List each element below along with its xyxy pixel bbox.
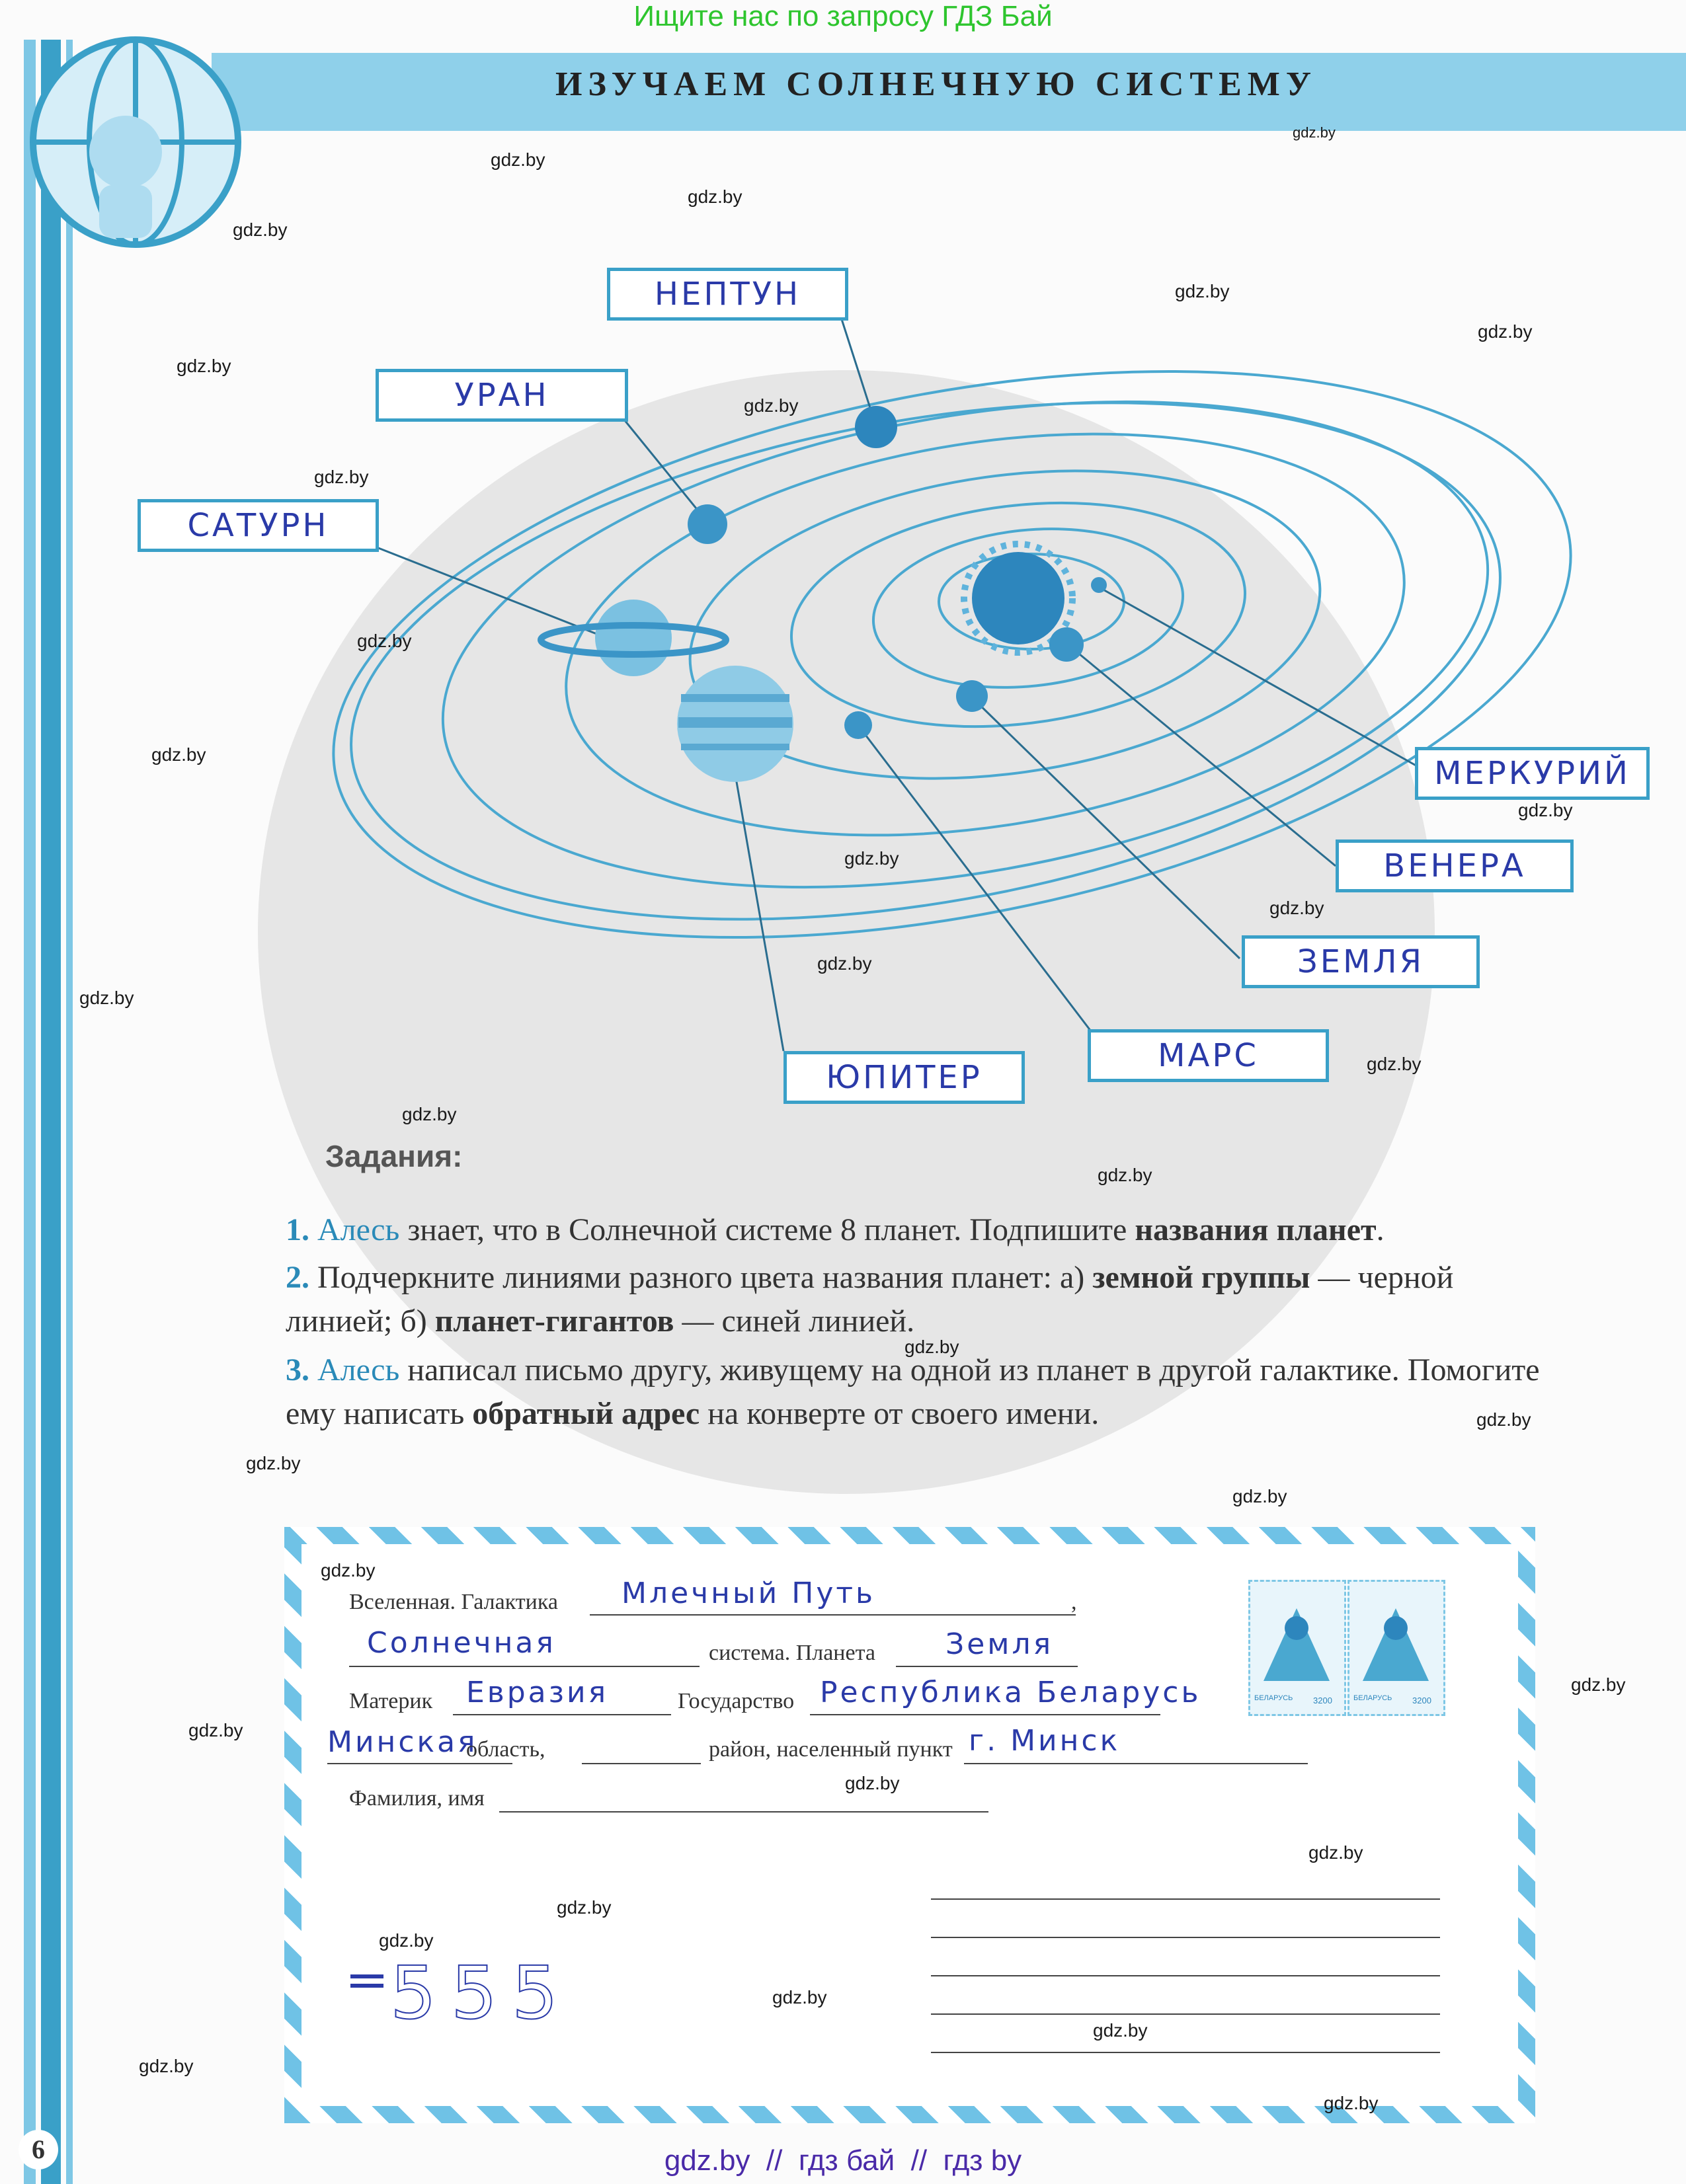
district-line[interactable]	[582, 1763, 701, 1764]
watermark: gdz.by	[1175, 281, 1230, 301]
zip-value[interactable]: 555	[390, 1951, 573, 2035]
watermark: gdz.by	[188, 1720, 243, 1740]
city-value[interactable]: г. Минск	[969, 1724, 1121, 1758]
watermark: gdz.by	[1367, 1054, 1422, 1074]
task-2-bold1: земной группы	[1092, 1260, 1310, 1295]
stamp-1-country: БЕЛАРУСЬ	[1254, 1694, 1293, 1702]
label-uranus[interactable]: УРАН	[376, 369, 628, 422]
watermark: gdz.by	[1269, 898, 1324, 918]
planet-uranus	[688, 504, 727, 544]
label-earth[interactable]: ЗЕМЛЯ	[1242, 935, 1480, 988]
watermark: gdz.by	[314, 467, 369, 487]
task-2-number: 2.	[286, 1260, 309, 1295]
watermark: gdz.by	[139, 2056, 194, 2076]
task-3-name: Алесь	[317, 1352, 400, 1387]
watermark: gdz.by	[557, 1897, 612, 1918]
city-line[interactable]	[964, 1763, 1308, 1764]
task-3-text1: написал письмо другу, живущему на одной из планет в другой галактике. Помогите ему написать	[286, 1352, 1540, 1431]
orbit-neptune	[311, 323, 1541, 1000]
task-2-text1: Подчеркните линиями разного цвета названия планет: а)	[309, 1260, 1093, 1295]
region-line[interactable]	[327, 1763, 512, 1764]
watermark: gdz.by	[1093, 2020, 1148, 2041]
task-2-text3: — синей линией.	[674, 1304, 915, 1339]
task-3-text2: на конверте от своего имени.	[700, 1396, 1100, 1431]
planet-value[interactable]: Земля	[945, 1627, 1054, 1661]
watermark: gdz.by	[1293, 124, 1336, 141]
task-1-text: знает, что в Солнечной системе 8 планет. Подпишите	[399, 1212, 1135, 1247]
watermark: gdz.by	[845, 1773, 900, 1793]
watermark: gdz.by	[744, 395, 799, 416]
task-1-bold: названия планет	[1135, 1212, 1377, 1247]
recipient-line-3[interactable]	[931, 1975, 1440, 1976]
watermark: gdz.by	[491, 149, 545, 170]
system-value[interactable]: Солнечная	[367, 1626, 556, 1660]
continent-value[interactable]: Евразия	[466, 1676, 609, 1709]
watermark: gdz.by	[904, 1337, 959, 1357]
galaxy-value[interactable]: Млечный Путь	[622, 1577, 875, 1610]
watermark: gdz.by	[321, 1560, 376, 1580]
planet-venus	[1049, 627, 1084, 662]
recipient-line-4[interactable]	[931, 2013, 1440, 2015]
task-1-end: .	[1376, 1212, 1385, 1247]
task-3-number: 3.	[286, 1352, 309, 1387]
watermark: gdz.by	[357, 631, 412, 651]
stamp-1	[1248, 1580, 1346, 1716]
task-1-number: 1.	[286, 1212, 309, 1247]
watermark: gdz.by	[79, 988, 134, 1008]
task-1	[286, 1208, 1542, 1252]
watermark: gdz.by	[1478, 321, 1533, 342]
watermark: gdz.by	[246, 1453, 301, 1473]
watermark: gdz.by	[772, 1987, 827, 2008]
watermark: gdz.by	[817, 953, 872, 974]
watermark: gdz.by	[402, 1104, 457, 1124]
label-jupiter[interactable]: ЮПИТЕР	[783, 1051, 1025, 1104]
task-3	[286, 1348, 1542, 1436]
system-label: система. Планета	[709, 1641, 875, 1665]
label-mars[interactable]: МАРС	[1088, 1029, 1329, 1082]
stamp-2	[1347, 1580, 1445, 1716]
watermark: gdz.by	[151, 744, 206, 765]
planet-line[interactable]	[896, 1666, 1078, 1667]
name-line[interactable]	[499, 1811, 988, 1813]
galaxy-label: Вселенная. Галактика	[349, 1590, 558, 1614]
label-venus[interactable]: ВЕНЕРА	[1336, 839, 1574, 892]
watermark: gdz.by	[1518, 800, 1573, 820]
tasks-heading: Задания:	[325, 1139, 463, 1173]
label-neptune[interactable]: НЕПТУН	[607, 268, 848, 321]
planet-mercury	[1091, 577, 1107, 593]
stamp-1-value: 3200	[1313, 1696, 1332, 1705]
continent-label: Материк	[349, 1689, 433, 1713]
page-number: 6	[19, 2130, 58, 2169]
bottom-banner[interactable]: gdz.by // гдз бай // гдз by	[664, 2144, 1022, 2177]
watermark: gdz.by	[844, 848, 899, 869]
region-label: область,	[466, 1737, 545, 1762]
planet-earth	[956, 680, 988, 712]
stamp-2-country: БЕЛАРУСЬ	[1353, 1694, 1392, 1702]
watermark: gdz.by	[1098, 1165, 1152, 1185]
recipient-line-5[interactable]	[931, 2052, 1440, 2053]
system-line[interactable]	[349, 1666, 700, 1667]
watermark: gdz.by	[1232, 1486, 1287, 1506]
task-2-bold2: планет-гигантов	[434, 1304, 674, 1339]
recipient-line-1[interactable]	[931, 1898, 1440, 1900]
state-value[interactable]: Республика Беларусь	[820, 1676, 1201, 1709]
watermark: gdz.by	[688, 186, 743, 207]
continent-line[interactable]	[453, 1714, 671, 1715]
region-value[interactable]: Минская	[327, 1725, 478, 1759]
state-label: Государство	[678, 1689, 795, 1713]
page-title: ИЗУЧАЕМ СОЛНЕЧНУЮ СИСТЕМУ	[555, 65, 1318, 103]
task-2-text2: — черной линией; б)	[286, 1260, 1454, 1339]
watermark: gdz.by	[1324, 2093, 1379, 2113]
planet-neptune	[855, 406, 897, 448]
label-saturn[interactable]: САТУРН	[138, 499, 379, 552]
galaxy-line[interactable]	[590, 1614, 1076, 1616]
name-label: Фамилия, имя	[349, 1786, 485, 1811]
planet-mars	[844, 711, 872, 739]
district-label: район, населенный пункт	[709, 1737, 953, 1762]
state-line[interactable]	[810, 1714, 1160, 1715]
watermark: gdz.by	[379, 1930, 434, 1951]
watermark: gdz.by	[233, 219, 288, 240]
watermark: gdz.by	[177, 356, 231, 376]
recipient-line-2[interactable]	[931, 1937, 1440, 1938]
task-2	[286, 1256, 1542, 1343]
watermark: gdz.by	[1476, 1409, 1531, 1430]
planet-jupiter	[677, 666, 793, 782]
watermark: gdz.by	[1571, 1674, 1626, 1695]
galaxy-comma: ,	[1071, 1590, 1077, 1614]
task-3-bold: обратный адрес	[472, 1396, 700, 1431]
stamp-2-value: 3200	[1412, 1696, 1431, 1705]
task-1-name: Алесь	[317, 1212, 400, 1247]
top-banner[interactable]: Ищите нас по запросу ГДЗ Бай	[633, 0, 1053, 32]
label-mercury[interactable]: МЕРКУРИЙ	[1415, 747, 1650, 800]
watermark: gdz.by	[1308, 1842, 1363, 1863]
zip-dashes	[350, 1974, 383, 1988]
